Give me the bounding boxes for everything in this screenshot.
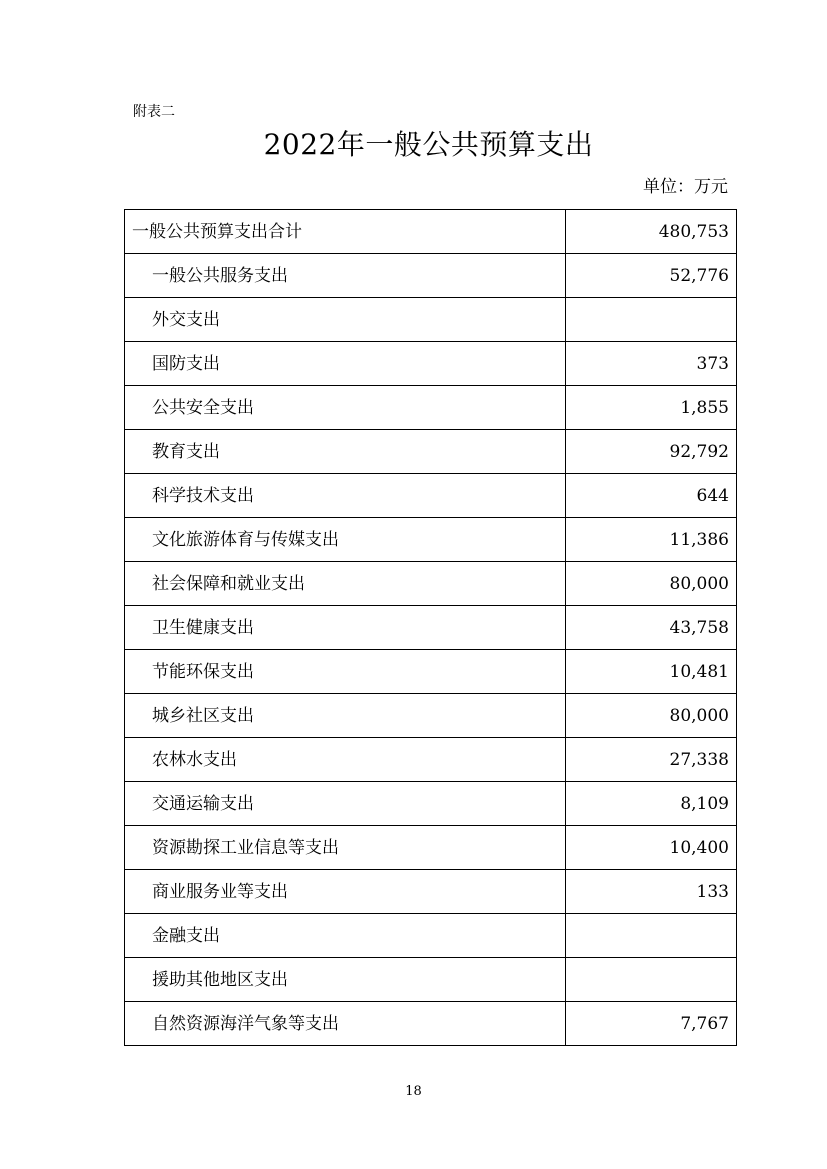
table-row-total <box>125 210 737 254</box>
row-name-cell <box>125 738 566 782</box>
row-name-cell <box>125 1002 566 1046</box>
row-name: 商业服务业等支出 <box>152 881 288 902</box>
row-name: 社会保障和就业支出 <box>152 573 305 594</box>
row-value: 43,758 <box>669 617 729 638</box>
row-name-cell <box>125 298 566 342</box>
row-name: 一般公共服务支出 <box>152 265 288 286</box>
row-value-cell <box>566 958 737 1002</box>
table-row <box>125 474 737 518</box>
row-value: 8,109 <box>680 793 729 814</box>
row-value-cell <box>566 210 737 254</box>
row-value: 644 <box>696 485 729 506</box>
row-name-cell <box>125 606 566 650</box>
row-value: 80,000 <box>669 573 729 594</box>
row-value: 7,767 <box>680 1013 729 1034</box>
row-value-cell <box>566 518 737 562</box>
row-name: 一般公共预算支出合计 <box>132 221 302 242</box>
table-row <box>125 606 737 650</box>
row-value: 480,753 <box>658 221 729 242</box>
row-name-cell <box>125 210 566 254</box>
row-name: 文化旅游体育与传媒支出 <box>152 529 339 550</box>
table-row <box>125 958 737 1002</box>
table-row <box>125 430 737 474</box>
table-row <box>125 518 737 562</box>
row-name: 卫生健康支出 <box>152 617 254 638</box>
row-value: 92,792 <box>669 441 729 462</box>
row-name-cell <box>125 342 566 386</box>
row-name-cell <box>125 650 566 694</box>
page-title: 2022年一般公共预算支出 <box>263 128 594 161</box>
row-name: 资源勘探工业信息等支出 <box>152 837 339 858</box>
row-value: 80,000 <box>669 705 729 726</box>
row-value: 11,386 <box>669 529 729 550</box>
budget-table <box>124 209 737 1046</box>
row-name-cell <box>125 254 566 298</box>
row-value: 1,855 <box>680 397 729 418</box>
row-name-cell <box>125 474 566 518</box>
row-value-cell <box>566 826 737 870</box>
unit-label: 单位：万元 <box>643 177 728 197</box>
row-name: 节能环保支出 <box>152 661 254 682</box>
row-name: 科学技术支出 <box>152 485 254 506</box>
row-value: 10,400 <box>669 837 729 858</box>
row-name-cell <box>125 826 566 870</box>
row-value-cell <box>566 342 737 386</box>
table-row <box>125 826 737 870</box>
table-row <box>125 738 737 782</box>
row-name-cell <box>125 518 566 562</box>
table-row <box>125 562 737 606</box>
row-value: 52,776 <box>669 265 729 286</box>
row-name: 教育支出 <box>152 441 220 462</box>
row-name: 自然资源海洋气象等支出 <box>152 1013 339 1034</box>
row-value: 10,481 <box>669 661 729 682</box>
table-row <box>125 298 737 342</box>
table-row <box>125 870 737 914</box>
row-value-cell <box>566 430 737 474</box>
row-value-cell <box>566 254 737 298</box>
row-value-cell <box>566 694 737 738</box>
page-number: 18 <box>405 1084 422 1099</box>
row-value: 27,338 <box>669 749 729 770</box>
row-value-cell <box>566 738 737 782</box>
table-row <box>125 386 737 430</box>
row-value-cell <box>566 650 737 694</box>
row-value: 373 <box>696 353 729 374</box>
row-name-cell <box>125 782 566 826</box>
table-row <box>125 782 737 826</box>
row-value-cell <box>566 298 737 342</box>
row-name: 公共安全支出 <box>152 397 254 418</box>
row-value-cell <box>566 386 737 430</box>
attachment-label: 附表二 <box>133 104 175 120</box>
row-name-cell <box>125 958 566 1002</box>
row-name: 外交支出 <box>152 309 220 330</box>
row-value-cell <box>566 606 737 650</box>
row-value-cell <box>566 1002 737 1046</box>
row-name: 金融支出 <box>152 925 220 946</box>
row-name: 援助其他地区支出 <box>152 969 288 990</box>
row-value-cell <box>566 474 737 518</box>
row-name-cell <box>125 694 566 738</box>
table-row <box>125 1002 737 1046</box>
row-name: 城乡社区支出 <box>152 705 254 726</box>
row-value-cell <box>566 782 737 826</box>
table-row <box>125 650 737 694</box>
row-value: 133 <box>696 881 729 902</box>
row-name: 交通运输支出 <box>152 793 254 814</box>
row-name-cell <box>125 870 566 914</box>
row-name: 农林水支出 <box>152 749 237 770</box>
row-value-cell <box>566 870 737 914</box>
table-row <box>125 342 737 386</box>
table-row <box>125 914 737 958</box>
table-row <box>125 694 737 738</box>
row-name-cell <box>125 562 566 606</box>
table-row <box>125 254 737 298</box>
row-name: 国防支出 <box>152 353 220 374</box>
row-value-cell <box>566 914 737 958</box>
row-name-cell <box>125 386 566 430</box>
row-name-cell <box>125 430 566 474</box>
row-name-cell <box>125 914 566 958</box>
row-value-cell <box>566 562 737 606</box>
